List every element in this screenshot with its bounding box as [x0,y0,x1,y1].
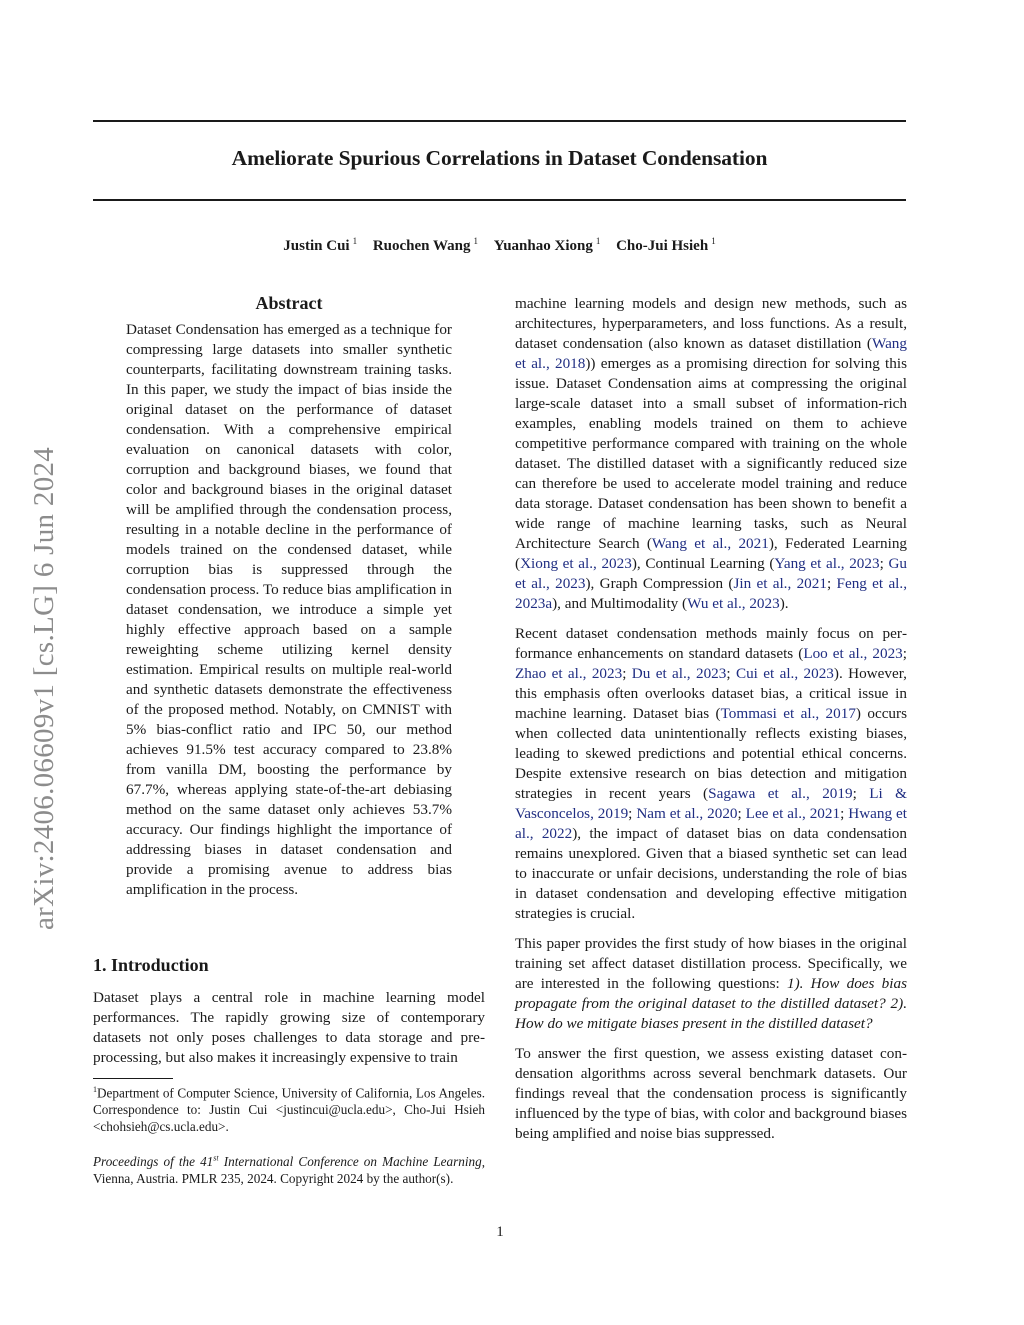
citation-link[interactable]: Wang et al., 2018 [515,335,907,372]
citation-link[interactable]: Li & Vasconcelos, 2019 [515,785,907,822]
arxiv-identifier-stamp: arXiv:2406.06609v1 [cs.LG] 6 Jun 2024 [28,446,60,930]
footnote-rule [93,1078,173,1079]
title-top-rule [93,120,906,122]
citation-link[interactable]: Xiong et al., 2023 [520,555,632,572]
abstract-text: Dataset Condensation has emerged as a technique for compressing large datasets into smaller synthetic counterparts, facilitating downstream training tasks. In this paper, we study the impact of bias inside the original dataset on the performance of dataset condensation. With a comprehensive empirical evaluation on canonical datasets with color, corruption and background biases, we found that color and background biases in the original dataset will be amplified through the condensation process, resulting in a notable decline in the performance of models trained on the condensed dataset, while corruption bias is suppressed through the condensation process. To reduce bias amplification in dataset condensation, we introduce a simple yet highly effective approach based on a sample reweighting scheme utilizing kernel density estimation. Empirical results on multiple real-world and synthetic datasets demonstrate the effectiveness of the proposed method. Notably, on CMNIST with 5% bias-conflict ratio and IPC 50, our method achieves 91.5% test accuracy compared to 23.8% from vanilla DM, boosting the performance by 67.7%, whereas applying state-of-the-art debiasing method on the same dataset only achieves 53.7% accuracy. Our findings highlight the importance of addressing biases in dataset condensation and provide a promising avenue to address bias amplification in the process. [126,321,452,898]
proceedings-notice [93,1150,485,1187]
proceedings-details: , Vienna, Austria. PMLR 235, 2024. Copyright 2024 by the author(s). [93,1154,485,1187]
author-name: Ruochen Wang [372,238,471,254]
author [283,238,357,254]
citation-link[interactable]: Zhao et al., 2023 [515,665,623,682]
citation-link[interactable]: Wu et al., 2023 [687,595,780,612]
citation-link[interactable]: Du et al., 2023 [631,665,727,682]
intro-paragraph-2: Recent dataset condensation methods mainly focus on performance enhancements on standard datasets (Loo et al., 2023; Zhao et al., 2023; Du et al., 2023; Cui et al., 2023). However, this emphasis often overlooks dataset bias, a critical issue in machine learning. Dataset bias (Tommasi et al., 2017) occurs when collected data unintentionally reflects existing biases, leading to skewed predictions and potential ethical concerns. Despite extensive research on bias detection and mitigation strategies in recent years (Sagawa et al., 2019; Li & Vasconcelos, 2019; Nam et al., 2020; Lee et al., 2021; Hwang et al., 2022), the impact of dataset bias on data condensation remains unexplored. Given that a biased synthetic set can lead to inaccurate or unfair decisions, understanding the role of bias in dataset condensation and developing effective mitigation strategies is crucial. [515,625,908,922]
citation-link[interactable]: Gu et al., 2023 [515,555,907,592]
abstract-section [126,292,452,900]
author [373,238,478,254]
intro-paragraph-4: To answer the first question, we assess existing dataset condensation algorithms across several benchmark datasets. Our findings reveal that the condensation process is significantly influenced by the type of bias, with color and background biases being amplified and noise bias suppressed. [515,1045,907,1142]
section-heading-introduction: 1. Introduction [93,955,209,975]
author-name: Cho-Jui Hsieh [616,238,709,254]
introduction-left-column [93,988,485,1068]
citation-link[interactable]: Tommasi et al., 2017 [720,705,856,722]
citation-link[interactable]: Jin et al., 2021 [733,575,827,592]
paper-title: Ameliorate Spurious Correlations in Dataset Condensation [231,146,768,170]
citation-link[interactable]: Cui et al., 2023 [735,665,834,682]
footnote-mark: 1 [93,1085,97,1094]
author [616,238,716,254]
venue-prefix: Proceedings of the 41 [93,1154,214,1170]
citation-link[interactable]: Hwang et al., 2022 [515,805,907,842]
affiliation-mark: 1 [711,236,716,246]
title-bottom-rule [93,199,906,201]
venue-name: International Conference on Machine Learning [218,1154,482,1170]
intro-paragraph-1-continued: machine learning models and design new methods, such as architectures, hyperparameters, and loss functions. As a result, dataset condensation (also known as dataset distillation (Wang et al., 2018)) emerges as a promising direction for solving this issue. Dataset Condensation aims at compressing the original large-scale dataset into a small subset of information-rich examples, enabling models trained on them to achieve competitive performance compared with training on the whole dataset. The distilled dataset with a significantly reduced size can therefore be used to accelerate model training and reduce data storage. Dataset condensation has been shown to benefit a wide range of machine learning tasks, such as Neural Architecture Search (Wang et al., 2021), Federated Learning (Xiong et al., 2023), Continual Learning (Yang et al., 2023; Gu et al., 2023), Graph Compression (Jin et al., 2021; Feng et al., 2023a), and Multimodality (Wu et al., 2023). [515,295,908,612]
citation-link[interactable]: Nam et al., 2020 [636,805,738,822]
citation-link[interactable]: Lee et al., 2021 [745,805,841,822]
research-questions: 1). How does bias propagate from the original dataset to the distilled dataset? 2). How do we mitigate biases present in the distilled dataset? [515,975,907,1032]
introduction-right-column [515,294,907,1144]
citation-link[interactable]: Loo et al., 2023 [803,645,903,662]
author-name: Justin Cui [283,238,350,254]
citation-link[interactable]: Sagawa et al., 2019 [708,785,853,802]
affiliation-mark: 1 [473,236,478,246]
citation-link[interactable]: Feng et al., 2023a [515,575,907,612]
affiliation-mark: 1 [595,236,601,246]
intro-paragraph-1: Dataset plays a central role in machine learning model performances. The rapidly growing size of contemporary datasets not only poses challenges to data storage and preprocessing, but also makes it increasingly expensive to train [93,989,485,1066]
author-name: Yuanhao Xiong [493,238,593,254]
footnote-text: Department of Computer Science, University of California, Los Angeles. Correspondence to: Justin Cui <justincui@ucla.edu>, Cho-Jui Hsieh <chohsieh@cs.ucla.edu>. [93,1085,485,1135]
page-number: 1 [496,1224,504,1240]
abstract-heading: Abstract [255,293,323,313]
citation-link[interactable]: Wang et al., 2021 [651,535,769,552]
citation-link[interactable]: Yang et al., 2023 [774,555,880,572]
author [494,238,601,254]
proceedings-venue [93,1154,482,1169]
affiliation-footnote [93,1081,485,1135]
author-list [93,236,906,255]
ordinal-suffix: st [213,1154,219,1163]
affiliation-mark: 1 [352,236,358,246]
intro-paragraph-3: This paper provides the first study of how biases in the original training set affect dataset distillation process. Specifically, we are interested in the following questions: 1). How does bias propagate from the original dataset to the distilled dataset? 2). How do we mitigate biases present in the distilled dataset? [515,935,907,1032]
